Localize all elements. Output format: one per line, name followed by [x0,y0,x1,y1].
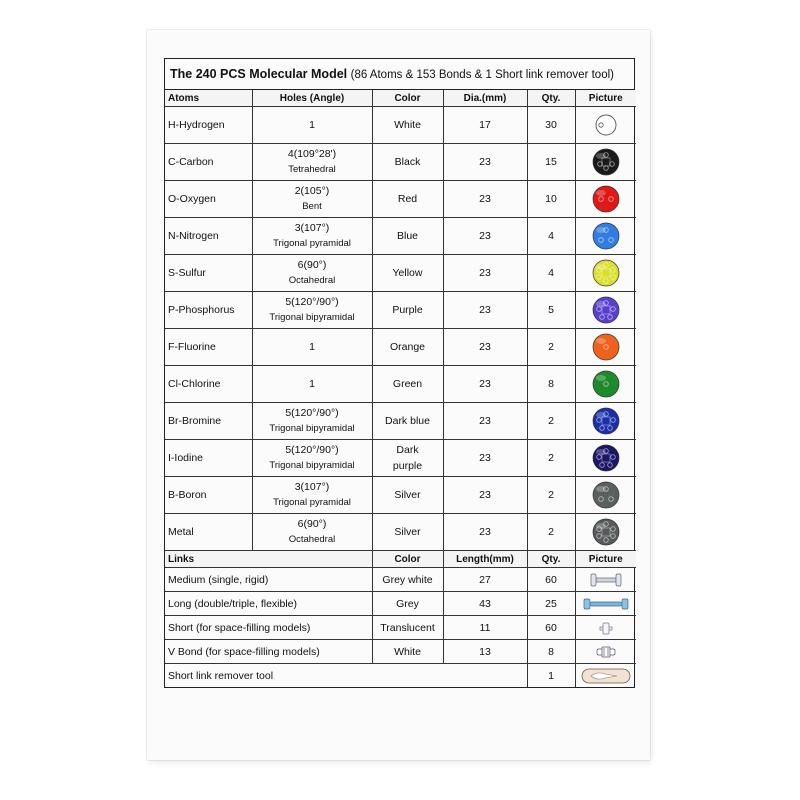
atom-holes [252,144,372,181]
atom-color: Blue [372,218,443,255]
tool-qty: 1 [527,664,575,688]
atom-color: Orange [372,329,443,366]
spec-sheet [164,58,635,688]
atom-name: B-Boron [165,477,252,514]
holes-geometry: Trigonal pyramidal [273,238,351,249]
holes-angle: 5(120°/90°) [285,444,339,456]
atom-name: N-Nitrogen [165,218,252,255]
holes-angle: 1 [309,378,315,390]
short-link-icon [580,619,632,637]
atom-row [165,514,636,551]
atom-holes [252,514,372,551]
link-row [165,640,636,664]
atom-diameter: 23 [443,329,527,366]
atom-color: Black [372,144,443,181]
holes-angle: 4(109°28') [287,148,337,160]
atom-holes [252,218,372,255]
atom-picture [575,477,636,514]
atom-name: C-Carbon [165,144,252,181]
sheet-title [165,59,634,90]
atom-row [165,181,636,218]
atom-qty: 10 [527,181,575,218]
holes-geometry: Trigonal pyramidal [273,497,351,508]
atom-qty: 15 [527,144,575,181]
atom-color: Silver [372,477,443,514]
holes-geometry: Bent [302,201,322,212]
atom-diameter: 23 [443,292,527,329]
atom-picture [575,292,636,329]
atom-row [165,144,636,181]
link-row [165,592,636,616]
atom-picture [575,514,636,551]
atom-holes [252,181,372,218]
oxygen-ball-icon [589,184,623,214]
holes-angle: 3(107°) [294,481,330,493]
header-color: Color [372,90,443,107]
link-color: White [372,640,443,664]
header-holes: Holes (Angle) [252,90,372,107]
holes-geometry: Octahedral [288,275,336,286]
atom-row [165,477,636,514]
link-color: Translucent [372,616,443,640]
fluorine-ball-icon [589,332,623,362]
header-qty: Qty. [527,90,575,107]
link-length: 43 [443,592,527,616]
remover-tool-icon [579,666,633,686]
atom-row [165,255,636,292]
holes-geometry: Tetrahedral [288,164,336,175]
holes-geometry: Trigonal bipyramidal [269,312,355,323]
boron-ball-icon [589,480,623,510]
atom-row [165,440,636,477]
atom-qty: 2 [527,403,575,440]
link-qty: 25 [527,592,575,616]
atom-row [165,107,636,144]
header-link-color: Color [372,551,443,568]
link-qty: 60 [527,568,575,592]
bromine-ball-icon [589,406,623,436]
atom-holes [252,329,372,366]
link-length: 13 [443,640,527,664]
atom-color: White [372,107,443,144]
atom-diameter: 23 [443,366,527,403]
atom-picture [575,366,636,403]
chlorine-ball-icon [589,369,623,399]
atom-picture [575,181,636,218]
atom-diameter: 23 [443,440,527,477]
atom-row [165,366,636,403]
spec-table [165,90,636,687]
atom-name: Cl-Chlorine [165,366,252,403]
link-picture [575,592,636,616]
atom-name: H-Hydrogen [165,107,252,144]
link-name: Short (for space-filling models) [165,616,372,640]
atom-picture [575,218,636,255]
color-line-1: Dark [396,444,419,456]
atom-qty: 2 [527,514,575,551]
long-link-icon [580,595,632,613]
header-length: Length(mm) [443,551,527,568]
holes-angle: 6(90°) [297,259,327,271]
link-name: Medium (single, rigid) [165,568,372,592]
nitrogen-ball-icon [589,221,623,251]
link-row [165,616,636,640]
header-link-picture: Picture [575,551,636,568]
header-dia: Dia.(mm) [443,90,527,107]
atom-diameter: 23 [443,255,527,292]
link-header-row [165,551,636,568]
link-color: Grey white [372,568,443,592]
atom-color: Green [372,366,443,403]
atom-row [165,218,636,255]
tool-row [165,664,636,688]
atom-qty: 2 [527,329,575,366]
atom-qty: 30 [527,107,575,144]
color-line-2: purple [392,460,423,472]
holes-angle: 2(105°) [294,185,330,197]
tool-name: Short link remover tool [165,664,527,688]
atom-picture [575,144,636,181]
atom-name: Br-Bromine [165,403,252,440]
link-color: Grey [372,592,443,616]
atom-row [165,403,636,440]
atom-color: Purple [372,292,443,329]
header-picture: Picture [575,90,636,107]
atom-name: S-Sulfur [165,255,252,292]
atom-color: Yellow [372,255,443,292]
holes-angle: 5(120°/90°) [285,296,339,308]
link-picture [575,616,636,640]
atom-name: F-Fluorine [165,329,252,366]
atom-holes [252,403,372,440]
holes-angle: 6(90°) [297,518,327,530]
atom-color: Dark blue [372,403,443,440]
atom-diameter: 23 [443,144,527,181]
atom-color: Red [372,181,443,218]
metal-ball-icon [589,517,623,547]
atom-header-row [165,90,636,107]
atom-qty: 4 [527,255,575,292]
atom-holes [252,107,372,144]
atom-diameter: 23 [443,403,527,440]
atom-qty: 4 [527,218,575,255]
atom-color: Silver [372,514,443,551]
holes-geometry: Trigonal bipyramidal [269,423,355,434]
atom-name: Metal [165,514,252,551]
atom-holes [252,477,372,514]
header-atoms: Atoms [165,90,252,107]
atom-diameter: 23 [443,181,527,218]
atom-holes [252,440,372,477]
link-picture [575,568,636,592]
link-picture [575,640,636,664]
link-length: 11 [443,616,527,640]
header-link-qty: Qty. [527,551,575,568]
atom-qty: 2 [527,440,575,477]
holes-angle: 1 [309,341,315,353]
holes-angle: 3(107°) [294,222,330,234]
tool-picture [575,664,636,688]
carbon-ball-icon [589,147,623,177]
link-name: Long (double/triple, flexible) [165,592,372,616]
header-links: Links [165,551,372,568]
atom-picture [575,255,636,292]
atom-holes [252,292,372,329]
atom-picture [575,403,636,440]
holes-geometry: Octahedral [288,534,336,545]
title-main: The 240 PCS Molecular Model [170,67,348,81]
atom-diameter: 17 [443,107,527,144]
link-qty: 8 [527,640,575,664]
atom-color [372,440,443,477]
atom-picture [575,329,636,366]
atom-qty: 2 [527,477,575,514]
atom-diameter: 23 [443,218,527,255]
v-bond-icon [580,643,632,661]
holes-angle: 5(120°/90°) [285,407,339,419]
phosphorus-ball-icon [589,295,623,325]
link-name: V Bond (for space-filling models) [165,640,372,664]
link-row [165,568,636,592]
atom-name: P-Phosphorus [165,292,252,329]
atom-row [165,329,636,366]
hydrogen-ball-icon [589,110,623,140]
atom-holes [252,366,372,403]
atom-row [165,292,636,329]
atom-name: I-Iodine [165,440,252,477]
link-qty: 60 [527,616,575,640]
atom-diameter: 23 [443,514,527,551]
holes-angle: 1 [309,119,315,131]
link-length: 27 [443,568,527,592]
atom-diameter: 23 [443,477,527,514]
holes-geometry: Trigonal bipyramidal [269,460,355,471]
atom-picture [575,107,636,144]
medium-link-icon [580,571,632,589]
atom-qty: 5 [527,292,575,329]
atom-holes [252,255,372,292]
atom-qty: 8 [527,366,575,403]
sulfur-ball-icon [589,258,623,288]
atom-name: O-Oxygen [165,181,252,218]
title-sub: (86 Atoms & 153 Bonds & 1 Short link remover tool) [350,69,614,81]
atom-picture [575,440,636,477]
iodine-ball-icon [589,443,623,473]
